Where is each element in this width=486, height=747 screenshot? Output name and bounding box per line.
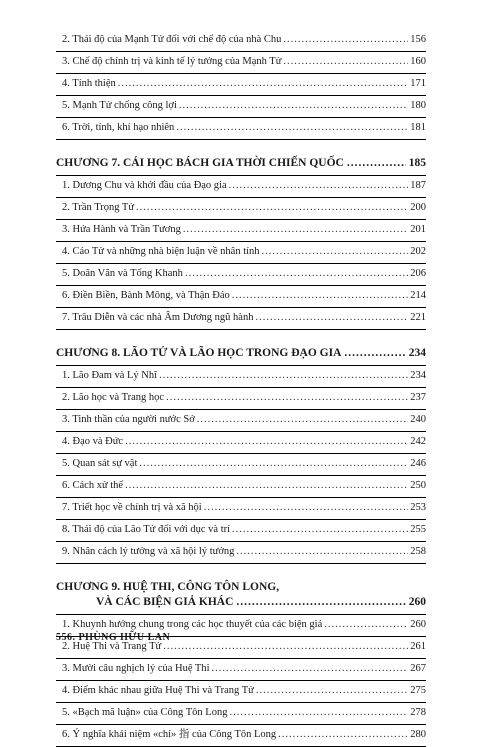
entry-page: 221 [410,312,426,323]
leader-dots [232,524,408,536]
toc-entry[interactable] [56,198,426,220]
page-footer: 556. PHÙNG HỮU LAN [56,632,171,643]
toc-entry[interactable] [56,520,426,542]
toc-entry[interactable] [56,725,426,747]
leader-dots [236,546,408,558]
toc-entry[interactable] [56,388,426,410]
entry-title: 8. Thái độ của Lão Tử đối với dục và trí [62,524,231,535]
entry-page: 255 [410,524,426,535]
leader-dots [232,290,408,302]
leader-dots [283,56,408,68]
toc-group-chapter-6 [56,30,426,140]
entry-title: 1. Khuynh hướng chung trong các học thuyết của các biện giả [62,619,323,630]
toc-entry[interactable] [56,30,426,52]
chapter-title-line-1: CHƯƠNG 9. HUỆ THI, CÔNG TÔN LONG, [56,581,280,593]
entry-page: 160 [410,56,426,67]
toc-entry[interactable] [56,220,426,242]
leader-dots [118,78,408,90]
chapter-page: 185 [408,157,426,169]
entry-title: 9. Nhân cách lý tưởng và xã hội lý tưởng [62,546,235,557]
toc-chapter-9[interactable] [56,574,426,615]
entry-title: 7. Trâu Diễn và các nhà Âm Dương ngũ hành [62,312,254,323]
toc-entry[interactable] [56,498,426,520]
leader-dots [176,122,408,134]
entry-page: 267 [410,663,426,674]
leader-dots [344,347,405,360]
entry-page: 253 [410,502,426,513]
toc-entry[interactable] [56,242,426,264]
entry-title: 4. Điểm khác nhau giữa Huệ Thi và Trang Tử [62,685,254,696]
leader-dots [139,458,408,470]
toc-entry[interactable] [56,264,426,286]
leader-dots [136,202,408,214]
entry-page: 171 [410,78,426,89]
entry-page: 202 [410,246,426,257]
entry-title: 1. Lão Đam và Lý Nhĩ [62,370,158,381]
leader-dots [229,180,409,192]
entry-page: 214 [410,290,426,301]
entry-page: 237 [410,392,426,403]
entry-page: 280 [410,729,426,740]
leader-dots [347,157,406,170]
entry-title: 5. Quan sát sự vật [62,458,138,469]
leader-dots [283,34,408,46]
chapter-title: CHƯƠNG 7. CÁI HỌC BÁCH GIA THỜI CHIẾN QUỐC [56,157,344,169]
leader-dots [197,414,408,426]
toc-entry[interactable] [56,659,426,681]
toc-group-chapter-7 [56,176,426,330]
entry-title: 6. Điền Biền, Bành Mông, và Thận Đáo [62,290,230,301]
leader-dots [255,312,408,324]
entry-page: 240 [410,414,426,425]
leader-dots [229,707,408,719]
chapter-title-line-2: VÀ CÁC BIỆN GIẢ KHÁC [96,596,234,608]
toc-entry[interactable] [56,476,426,498]
toc-entry[interactable] [56,286,426,308]
entry-page: 250 [410,480,426,491]
leader-dots [163,641,408,653]
leader-dots [236,596,405,609]
leader-dots [278,729,408,741]
entry-title: 2. Trần Trọng Tử [62,202,135,213]
entry-title: 3. Chế độ chính trị và kinh tế lý tưởng của Mạnh Tử [62,56,282,67]
toc-entry[interactable] [56,96,426,118]
entry-page: 234 [410,370,426,381]
toc-entry[interactable] [56,118,426,140]
entry-title: 4. Cáo Tử và những nhà biện luận về nhân tính [62,246,260,257]
leader-dots [179,100,408,112]
toc-entry[interactable] [56,703,426,725]
toc-entry[interactable] [56,52,426,74]
entry-page: 260 [410,619,426,630]
leader-dots [256,685,408,697]
entry-page: 156 [410,34,426,45]
entry-title: 2. Thái độ của Mạnh Tử đối với chế độ của nhà Chu [62,34,282,45]
entry-page: 258 [410,546,426,557]
entry-page: 278 [410,707,426,718]
leader-dots [125,436,408,448]
leader-dots [125,480,408,492]
entry-title: 5. Doãn Văn và Tống Khanh [62,268,183,279]
leader-dots [159,370,408,382]
entry-page: 261 [410,641,426,652]
entry-page: 201 [410,224,426,235]
chapter-title: CHƯƠNG 8. LÃO TỬ VÀ LÃO HỌC TRONG ĐẠO GIA [56,347,342,359]
entry-title: 6. Trời, tính, khí hạo nhiên [62,122,175,133]
toc-entry[interactable] [56,432,426,454]
entry-page: 242 [410,436,426,447]
leader-dots [183,224,408,236]
entry-title: 2. Huệ Thi và Trang Tử [62,641,162,652]
toc-chapter-8[interactable] [56,340,426,366]
toc-group-chapter-8 [56,366,426,564]
entry-page: 181 [410,122,426,133]
toc-entry[interactable] [56,308,426,330]
entry-page: 246 [410,458,426,469]
leader-dots [262,246,409,258]
chapter-page: 260 [408,596,426,608]
toc-entry[interactable] [56,454,426,476]
entry-title: 6. Ý nghĩa khái niệm «chỉ» 指 của Công Tôn Long [62,729,277,740]
toc-entry[interactable] [56,681,426,703]
leader-dots [212,663,409,675]
toc-chapter-7[interactable] [56,150,426,176]
toc-entry[interactable] [56,542,426,564]
entry-page: 200 [410,202,426,213]
entry-title: 4. Đạo và Đức [62,436,124,447]
entry-page: 275 [410,685,426,696]
entry-title: 4. Tính thiện [62,78,116,89]
entry-title: 7. Triết học về chính trị và xã hội [62,502,202,513]
leader-dots [204,502,409,514]
entry-page: 180 [410,100,426,111]
entry-page: 187 [410,180,426,191]
entry-title: 3. Hứa Hành và Trần Tương [62,224,181,235]
entry-title: 5. «Bạch mã luận» của Công Tôn Long [62,707,228,718]
toc-entry[interactable] [56,176,426,198]
toc-entry[interactable] [56,410,426,432]
toc-entry[interactable] [56,366,426,388]
leader-dots [166,392,408,404]
leader-dots [324,619,408,631]
entry-title: 3. Mười câu nghịch lý của Huệ Thi [62,663,210,674]
toc-entry[interactable] [56,74,426,96]
chapter-page: 234 [408,347,426,359]
entry-title: 5. Mạnh Tử chống công lợi [62,100,177,111]
entry-title: 1. Dương Chu và khởi đầu của Đạo gia [62,180,227,191]
entry-title: 6. Cách xử thế [62,480,124,491]
leader-dots [185,268,408,280]
entry-page: 206 [410,268,426,279]
entry-title: 2. Lão học và Trang học [62,392,165,403]
entry-title: 3. Tinh thần của người nước Sở [62,414,195,425]
